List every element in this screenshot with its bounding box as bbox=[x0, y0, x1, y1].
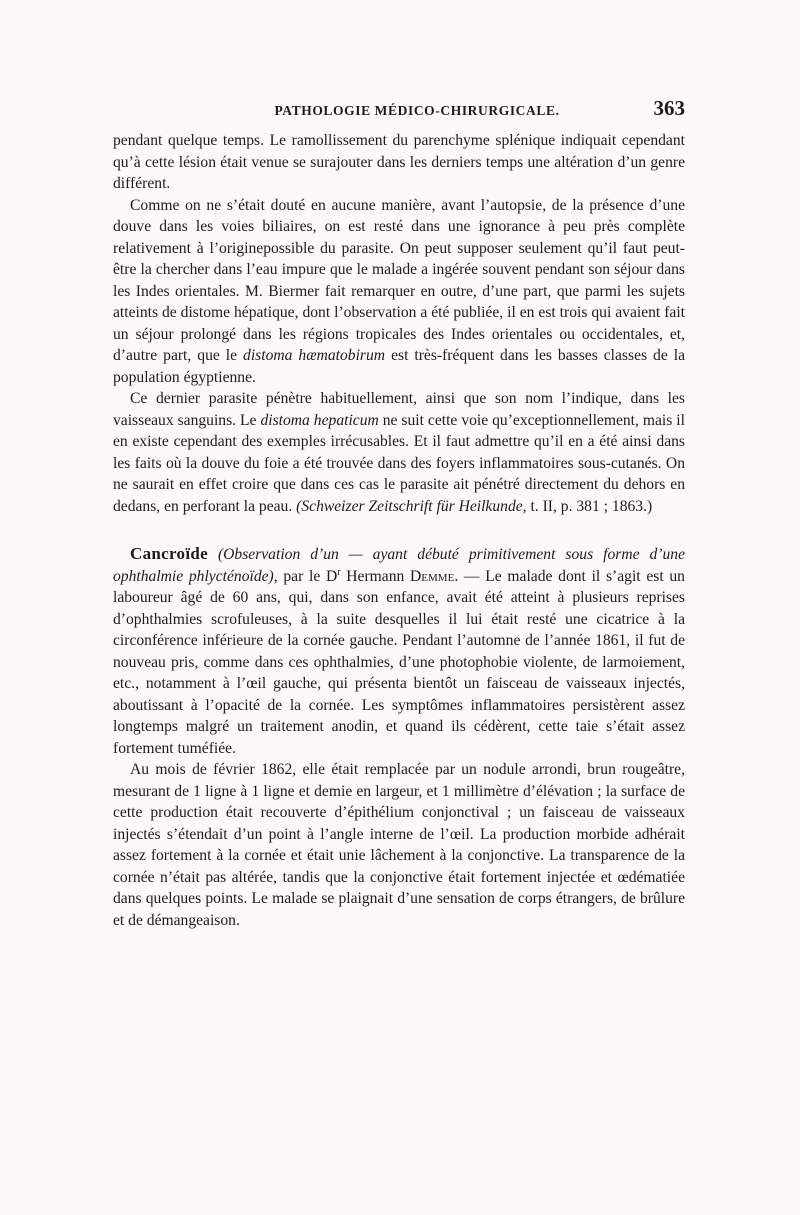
document-page bbox=[113, 96, 685, 931]
species-name: distoma hæmatobirum bbox=[243, 347, 386, 364]
paragraph-text: est très-fréquent dans les basses classes de la population égyptienne. bbox=[113, 347, 686, 386]
paragraph-continuation: pendant quelque temps. Le ramollissement du parenchyme splénique indiquait cependant qu’à cette lésion était venue se surajouter dans les derniers temps une altération d’un genre différent. bbox=[113, 132, 685, 192]
paragraph-text: . — Le malade dont il s’agit est un laboureur âgé de 60 ans, qui, dans son enfance, avait été atteint à plusieurs reprises d’ophthalmies scrofuleuses, à la suite desquelles il lui était resté une cicatrice à la circonférence inférieure de la cornée gauche. Pendant l’automne de l’année 1861, il fut de nouveau pris, comme dans ces ophthalmies, d’une photophobie violente, de larmoiement, etc., notamment à l’œil gauche, qui présenta bientôt un faisceau de vaisseaux injectés, aboutissant à l’opacité de la cornée. Les symptômes inflammatoires persistèrent assez longtemps malgré un traitement anodin, et quand ils cédèrent, cette taie s’était assez fortement tuméfiée. bbox=[113, 567, 685, 757]
running-head: PATHOLOGIE MÉDICO-CHIRURGICALE. bbox=[274, 103, 560, 118]
author-first-name: Hermann bbox=[346, 567, 405, 585]
paragraph-parasite bbox=[113, 388, 685, 517]
superscript: r bbox=[337, 566, 341, 578]
paragraph-text: ne suit cette voie qu’exceptionnellement, mais il en existe cependant des exemples irrécusables. Et il faut admettre qu’il en a été ainsi dans les faits où la douve du foie a été trouvée dans des foyers inflammatoires sous-cutanés. On ne saurait en effet croire que dans ces cas le parasite ait pénétré directement du dehors en dedans, en perforant la peau. bbox=[113, 411, 685, 515]
paragraph-douve bbox=[113, 195, 685, 389]
author-surname: Demme bbox=[410, 567, 455, 585]
page-number: 363 bbox=[653, 96, 685, 120]
page-header bbox=[113, 96, 685, 130]
paragraph-fevrier: Au mois de février 1862, elle était remplacée par un nodule arrondi, brun rougeâtre, mesurant de 1 ligne à 1 ligne et demie en largeur, et 1 millimètre d’élévation ; la surface de cette production était recouverte d’épithélium conjonctival ; un faisceau de vaisseaux injectés s’étendait d’un point à l’angle interne de l’œil. La production morbide adhérait assez fortement à la cornée et était unie lâchement à la conjonctive. La transparence de la cornée n’était pas altérée, tandis que la conjonctive était fortement injectée et œdématiée dans quelques points. Le malade se plaignait d’une sensation de corps étrangers, de brûlure et de démangeaison. bbox=[113, 761, 685, 929]
section-subtitle: (Observation d’un — ayant débuté primitivement sous forme d’une ophthalmie phlycténoïde) bbox=[113, 546, 686, 585]
species-name: distoma hepaticum bbox=[260, 411, 379, 429]
body-text bbox=[113, 130, 685, 931]
paragraph-cancroide bbox=[113, 543, 685, 759]
citation-details: t. II, p. 381 ; 1863.) bbox=[530, 497, 653, 515]
paragraph-text: Ce dernier parasite pénètre habituellement, ainsi que son nom l’indique, dans les vaisseaux sanguins. Le bbox=[113, 390, 685, 429]
citation-journal: (Schweizer Zeitschrift für Heilkunde, bbox=[296, 497, 527, 515]
paragraph-text: Comme on ne s’était douté en aucune manière, avant l’autopsie, de la présence d’une douve dans les voies biliaires, on est resté dans une ignorance à peu près complète relativement à l’originepossible du parasite. On peut supposer seulement qu’il faut peut-être la chercher dans l’eau impure que le malade a ingérée souvent pendant son séjour dans les Indes orientales. M. Biermer fait remarquer en outre, d’une part, que parmi les sujets atteints de distome hépatique, dont l’observation a été publiée, il en est trois qui avaient fait un séjour prolongé dans les régions tropicales des Indes orientales ou occidentales, et, d’autre part, que le bbox=[113, 196, 685, 364]
paragraph-text: , par le D bbox=[273, 567, 338, 585]
section-title: Cancroïde bbox=[130, 544, 208, 563]
